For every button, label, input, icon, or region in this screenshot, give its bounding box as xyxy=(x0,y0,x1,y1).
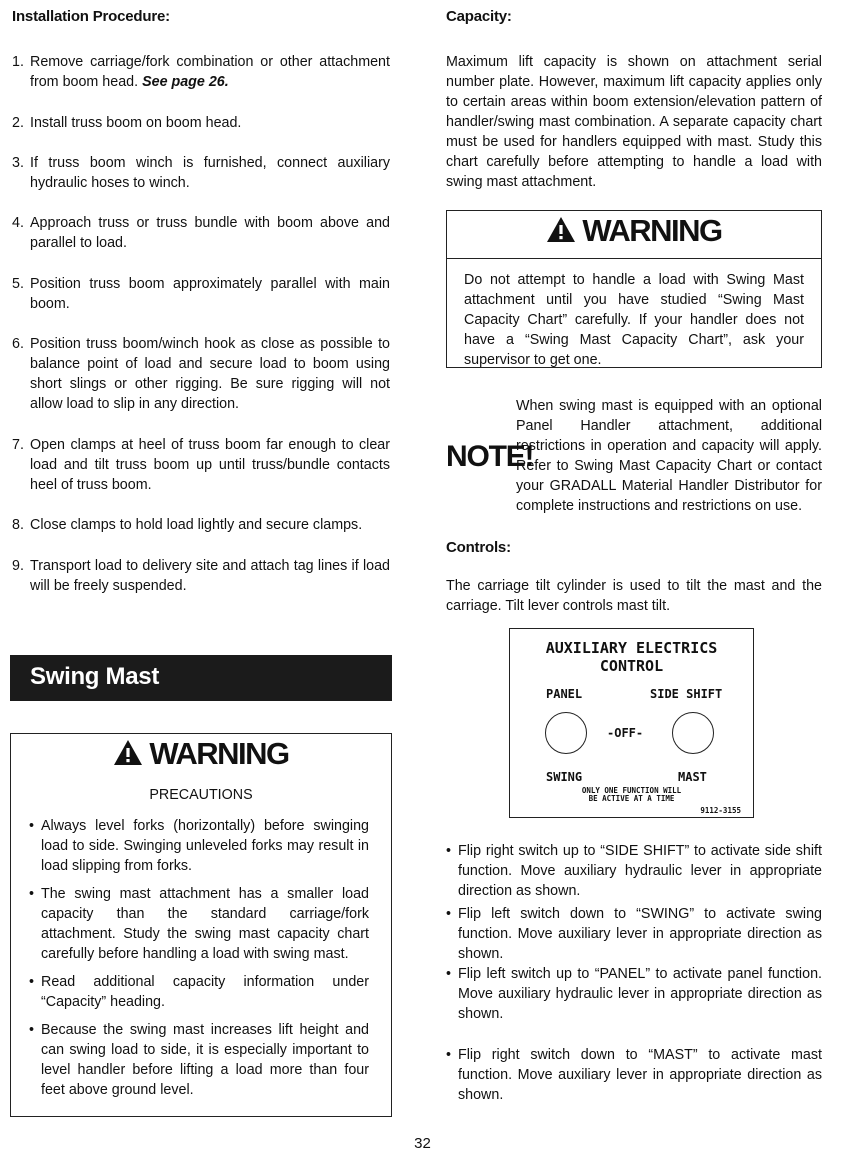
swing-mast-section-bar xyxy=(10,655,392,701)
swing-mast-title: Swing Mast xyxy=(30,663,160,690)
controls-bullet-4: • Flip right switch down to “MAST” to activate mast function. Move auxiliary lever in appropriate direction as shown. xyxy=(446,1047,822,1103)
capacity-paragraph: Maximum lift capacity is shown on attachment serial number plate. However, maximum lift capacity applies only to certain areas within boom extension/elevation pattern of handler/swing mast combination. A separate capacity chart must be used for handlers equipped with mast. Study this chart carefully before attempting to handle a load with swing mast attachment. xyxy=(446,54,822,190)
step-6: 6. Position truss boom/winch hook as close as possible to balance point of load and secure load to boom using short slings or other rigging. Be sure rigging will not allow load to slip in any direction. xyxy=(12,336,390,412)
warning-heading: WARNING xyxy=(447,213,821,251)
step-8: 8. Close clamps to hold load lightly and secure clamps. xyxy=(12,517,363,533)
panel-title-line2: CONTROL xyxy=(599,657,664,675)
controls-bullet-3: • Flip left switch up to “PANEL” to activate panel function. Move auxiliary hydraulic lever in appropriate direction as shown. xyxy=(446,966,822,1022)
capacity-warning-text: Do not attempt to handle a load with Swing Mast attachment until you have studied “Swing Mast Capacity Chart” carefully. If your handler does not have a “Swing Mast Capacity Chart”, ask your supervisor to get one. xyxy=(464,272,804,368)
precautions-warning-box xyxy=(10,733,392,1117)
note-text: When swing mast is equipped with an optional Panel Handler attachment, additional restrictions in operation and capacity will apply. Refer to Swing Mast Capacity Chart or contact your GRADALL Material Handler Distributor for complete instructions and restrictions on use. xyxy=(516,398,822,514)
side-shift-label: SIDE SHIFT xyxy=(650,687,723,701)
installation-heading: Installation Procedure: xyxy=(12,8,170,25)
capacity-warning-box xyxy=(446,210,822,368)
step-3: 3. If truss boom winch is furnished, connect auxiliary hydraulic hoses to winch. xyxy=(12,155,390,191)
panel-note-line2: BE ACTIVE AT A TIME xyxy=(588,794,675,803)
warning-divider xyxy=(447,258,821,259)
off-label: -OFF- xyxy=(607,726,644,740)
step-2: 2. Install truss boom on boom head. xyxy=(12,115,242,131)
controls-heading: Controls: xyxy=(446,539,511,556)
precautions-subtitle: PRECAUTIONS xyxy=(149,787,253,803)
step-1: 1. Remove carriage/fork combination or other attachment from boom head. See page 26. xyxy=(12,54,390,90)
warning-triangle-icon xyxy=(546,215,576,251)
auxiliary-electrics-control-panel xyxy=(509,628,754,818)
left-switch[interactable] xyxy=(545,712,587,754)
precaution-bullet-4: • Because the swing mast increases lift height and can swing load to side, it is especially important to level handler before lifting a load more than four feet above ground level. xyxy=(29,1022,369,1098)
precaution-bullet-2: • The swing mast attachment has a smaller load capacity than the standard carriage/fork attachment. Study the swing mast capacity chart carefully before handling a load with swing mast. xyxy=(29,886,369,962)
controls-bullet-2: • Flip left switch down to “SWING” to activate swing function. Move auxiliary lever in appropriate direction as shown. xyxy=(446,906,822,962)
panel-note-line1: ONLY ONE FUNCTION WILL xyxy=(581,786,682,795)
step-9: 9. Transport load to delivery site and attach tag lines if load will be freely suspended. xyxy=(12,558,390,594)
controls-paragraph: The carriage tilt cylinder is used to tilt the mast and the carriage. Tilt lever controls mast tilt. xyxy=(446,578,822,614)
see-page-reference: See page 26. xyxy=(142,74,229,90)
mast-label: MAST xyxy=(678,770,707,784)
controls-bullet-1: • Flip right switch up to “SIDE SHIFT” to activate side shift function. Move auxiliary hydraulic lever in appropriate direction as shown. xyxy=(446,843,822,899)
capacity-heading: Capacity: xyxy=(446,8,512,25)
warning-triangle-icon xyxy=(113,738,143,774)
panel-title-line1: AUXILIARY ELECTRICS xyxy=(545,639,718,657)
precaution-bullet-1: • Always level forks (horizontally) before swinging load to side. Swinging unleveled forks may result in load slipping from forks. xyxy=(29,818,369,874)
panel-part-code: 9112-3155 xyxy=(700,806,741,815)
page-number: 32 xyxy=(414,1135,431,1152)
panel-label: PANEL xyxy=(546,687,583,701)
precaution-bullet-3: • Read additional capacity information under “Capacity” heading. xyxy=(29,974,369,1010)
step-5: 5. Position truss boom approximately parallel with main boom. xyxy=(12,276,390,312)
warning-heading: WARNING xyxy=(11,736,391,774)
step-7: 7. Open clamps at heel of truss boom far enough to clear load and tilt truss boom up until truss/bundle contacts heel of truss boom. xyxy=(12,437,390,493)
step-4: 4. Approach truss or truss bundle with boom above and parallel to load. xyxy=(12,215,390,251)
swing-label: SWING xyxy=(546,770,583,784)
note-label: NOTE! xyxy=(446,440,534,473)
right-switch[interactable] xyxy=(672,712,714,754)
